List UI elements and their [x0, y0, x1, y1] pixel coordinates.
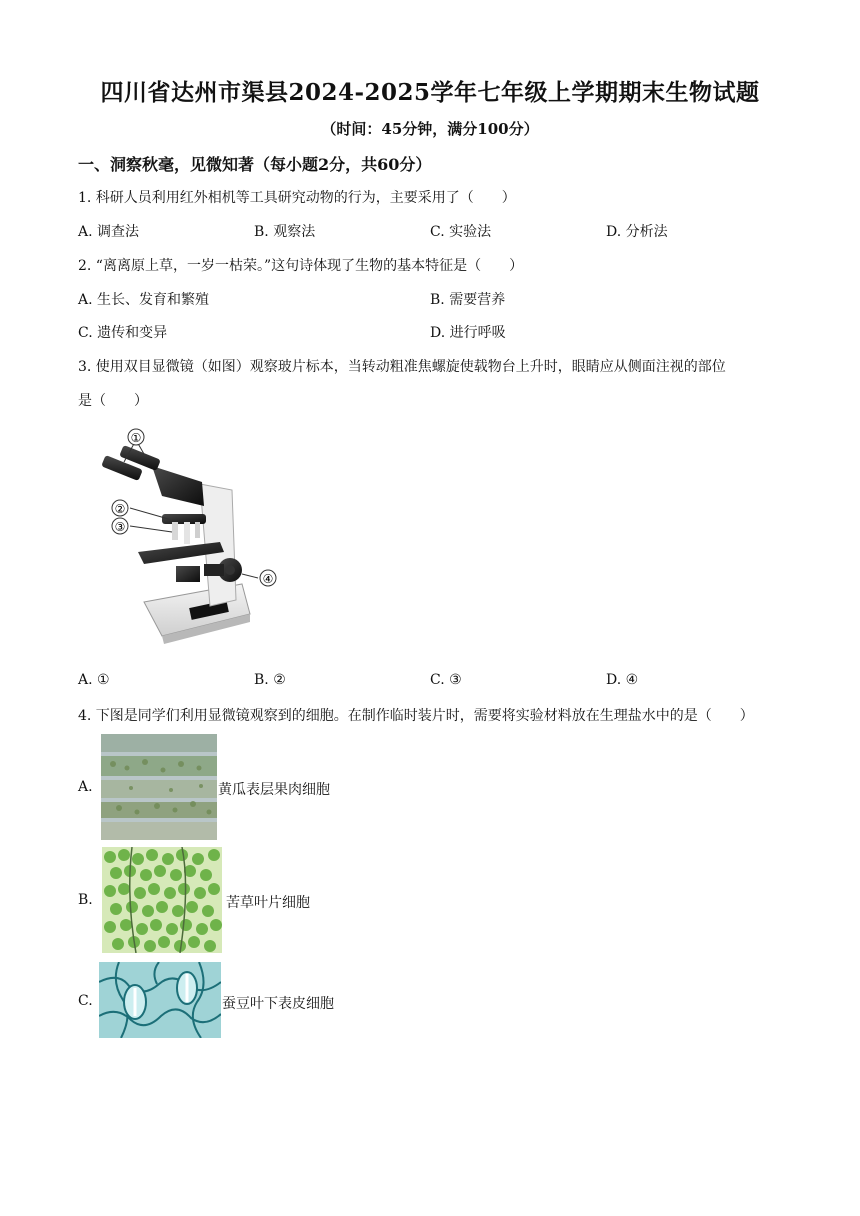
question-3-option-a: A. ①: [78, 672, 110, 688]
question-2-option-c: C. 遗传和变异: [78, 325, 168, 341]
tape-grass-leaf-cells-photo: [102, 847, 222, 953]
question-4-option-c-letter: C.: [78, 993, 93, 1009]
question-4-option-b-caption: 苦草叶片细胞: [226, 895, 310, 911]
microscope-figure: [92, 424, 292, 654]
question-3-option-c: C. ③: [430, 672, 462, 688]
question-1-option-c: C. 实验法: [430, 224, 492, 240]
figure-label-3: ③: [114, 520, 126, 534]
question-2-option-a: A. 生长、发育和繁殖: [78, 292, 210, 308]
figure-label-1: ①: [130, 431, 142, 445]
question-1-option-b: B. 观察法: [254, 224, 316, 240]
question-3-stem-line-1: 3. 使用双目显微镜（如图）观察玻片标本，当转动粗准焦螺旋使载物台上升时，眼睛应从侧面注视的部位: [78, 359, 726, 375]
figure-label-4: ④: [262, 572, 274, 586]
question-1-option-a: A. 调查法: [78, 224, 140, 240]
question-2-option-d: D. 进行呼吸: [430, 325, 506, 341]
question-4-option-a-letter: A.: [78, 779, 93, 795]
question-1-option-d: D. 分析法: [606, 224, 668, 240]
figure-label-2: ②: [114, 502, 126, 516]
page-title: 四川省达州市渠县2024-2025学年七年级上学期期末生物试题: [100, 79, 760, 106]
exam-info: （时间：45分钟，满分100分）: [321, 120, 539, 138]
broad-bean-epidermis-photo: [99, 962, 221, 1038]
question-2-option-b: B. 需要营养: [430, 292, 506, 308]
question-3-option-b: B. ②: [254, 672, 286, 688]
question-3-option-d: D. ④: [606, 672, 639, 688]
question-4-option-a-caption: 黄瓜表层果肉细胞: [218, 782, 330, 798]
section-heading: 一、洞察秋毫，见微知著（每小题2分，共60分）: [78, 155, 432, 174]
question-3-stem-line-2: 是（ ）: [78, 393, 148, 409]
question-2-stem: 2. “离离原上草，一岁一枯荣。”这句诗体现了生物的基本特征是（ ）: [78, 258, 524, 274]
question-4-option-b-letter: B.: [78, 892, 93, 908]
cucumber-cells-photo: [101, 734, 217, 840]
question-4-stem: 4. 下图是同学们利用显微镜观察到的细胞。在制作临时装片时，需要将实验材料放在生理盐水中的是（ ）: [78, 708, 754, 724]
question-4-option-c-caption: 蚕豆叶下表皮细胞: [222, 996, 334, 1012]
question-1-stem: 1. 科研人员利用红外相机等工具研究动物的行为，主要采用了（ ）: [78, 190, 516, 206]
